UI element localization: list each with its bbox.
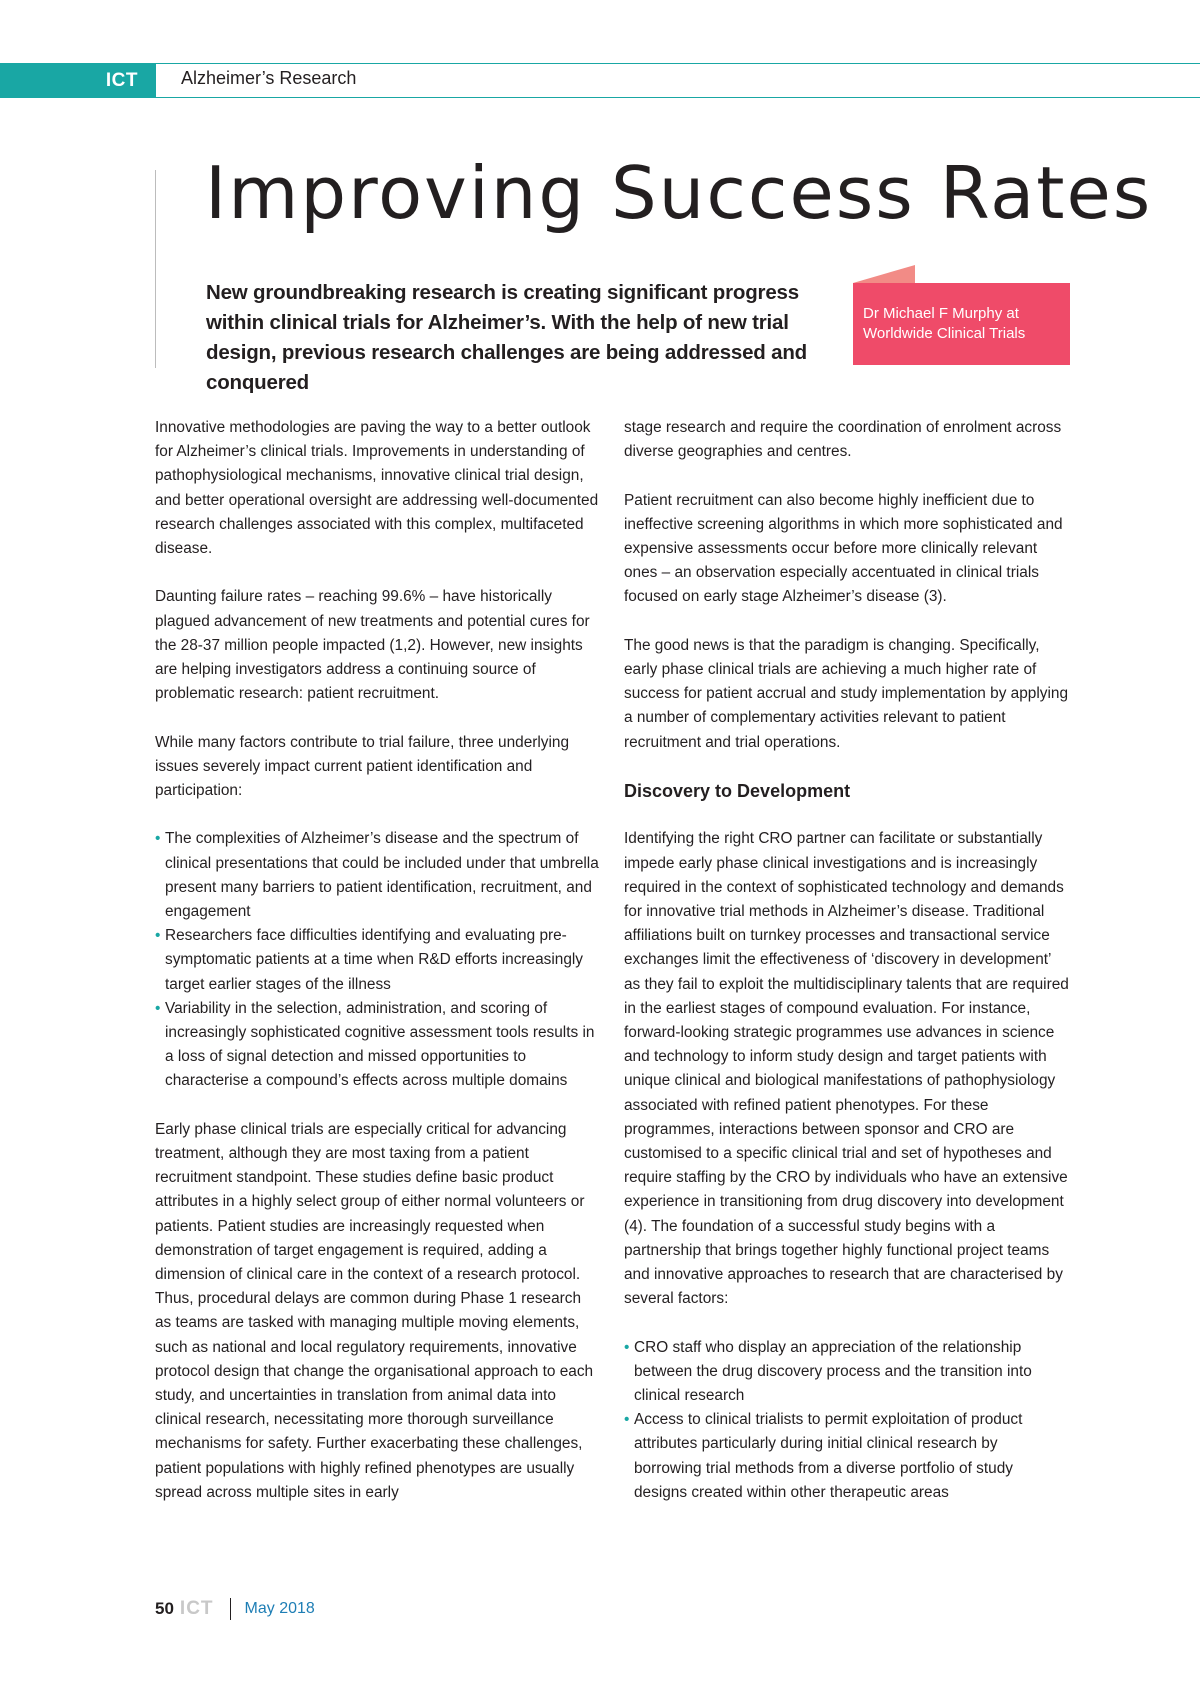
paragraph: Identifying the right CRO partner can facilitate or substantially impede early phase clinical investigations and is increasingly required in the context of sophisticated technology and demands for innovative trial methods in Alzheimer’s disease. Traditional affiliations built on turnkey processes and transactional service exchanges limit the effectiveness of ‘discovery in development’ as they fail to exploit the multidisciplinary talents that are required in the earliest stages of compound evaluation. For instance, forward-looking strategic programmes use advances in science and technology to inform study design and target patients with unique clinical and biological manifestations of pathophysiology associated with refined patient phenotypes. For these programmes, interactions between sponsor and CRO are customised to a specific clinical trial and set of hypotheses and require staffing by the CRO by individuals who have an extensive experience in transitioning from drug discovery into development (4). The foundation of a successful study begins with a partnership that brings together highly functional project teams and innovative approaches to research that are characterised by several factors: <box>624 830 1069 1308</box>
article-standfirst: New groundbreaking research is creating significant progress within clinical trials for Alzheimer’s. With the help of new trial design, previous research challenges are being addressed and conquered <box>206 281 807 394</box>
issue-date: May 2018 <box>244 1600 315 1617</box>
bullet-item: • The complexities of Alzheimer’s disease and the spectrum of clinical presentations that could be included under that umbrella present many barriers to patient identification, recruitment, and engagement <box>155 827 600 924</box>
page-footer <box>155 1598 315 1620</box>
body-column-left <box>155 416 600 1529</box>
bullet-list <box>624 1336 1069 1505</box>
bullet-list <box>155 827 600 1093</box>
magazine-tag: ICT <box>0 63 156 98</box>
footer-separator <box>230 1598 231 1620</box>
page-number: 50 <box>155 1599 174 1618</box>
author-box-fold <box>853 265 915 283</box>
footer-magazine-logo: ICT <box>179 1598 214 1619</box>
paragraph-continued: stage research and require the coordination of enrolment across diverse geographies and centres. <box>624 419 1062 461</box>
paragraph: Patient recruitment can also become highly inefficient due to ineffective screening algorithms in which more sophisticated and expensive assessments occur before more clinically relevant ones – an observation especially accentuated in clinical trials focused on early stage Alzheimer’s disease (3). <box>624 491 1063 606</box>
header-rule-top <box>0 63 1200 64</box>
bullet-item: • Researchers face difficulties identifying and evaluating pre-symptomatic patients at a time when R&D efforts increasingly target earlier stages of the illness <box>155 924 600 997</box>
author-line-1: Dr Michael F Murphy at <box>863 305 1019 322</box>
section-heading: Discovery to Development <box>624 781 851 801</box>
title-divider <box>155 170 156 368</box>
header-rule-bottom <box>0 97 1200 98</box>
section-label: Alzheimer’s Research <box>181 68 357 88</box>
paragraph: The good news is that the paradigm is changing. Specifically, early phase clinical trials are achieving a much higher rate of success for patient accrual and study implementation by applying a number of complementary activities relevant to patient recruitment and trial operations. <box>624 636 1069 751</box>
body-column-right <box>624 416 1069 1529</box>
author-box <box>853 265 1070 365</box>
author-line-2: Worldwide Clinical Trials <box>863 325 1026 342</box>
paragraph: Early phase clinical trials are especially critical for advancing treatment, although they are most taxing from a patient recruitment standpoint. These studies define basic product attributes in a highly select group of either normal volunteers or patients. Patient studies are increasingly requested when demonstration of target engagement is required, adding a dimension of clinical care in the context of a research protocol. Thus, procedural delays are common during Phase 1 research as teams are tasked with managing multiple moving elements, such as national and local regulatory requirements, innovative protocol design that change the organisational approach to each study, and uncertainties in translation from animal data into clinical research, necessitating more thorough surveillance mechanisms for safety. Further exacerbating these challenges, patient populations with highly refined phenotypes are usually spread across multiple sites in early <box>155 1120 594 1501</box>
article-title: Improving Success Rates <box>205 151 1153 235</box>
bullet-item: • Variability in the selection, administration, and scoring of increasingly sophisticated cognitive assessment tools results in a loss of signal detection and missed opportunities to characterise a compound’s effects across multiple domains <box>155 997 600 1094</box>
author-credit <box>853 283 1070 365</box>
paragraph: Daunting failure rates – reaching 99.6% – have historically plagued advancement of new treatments and potential cures for the 28-37 million people impacted (1,2). However, new insights are helping investigators address a continuing source of problematic research: patient recruitment. <box>155 588 590 703</box>
paragraph: While many factors contribute to trial failure, three underlying issues severely impact current patient identification and participation: <box>155 733 570 800</box>
paragraph: Innovative methodologies are paving the way to a better outlook for Alzheimer’s clinical trials. Improvements in understanding of pathophysiological mechanisms, innovative clinical trial design, and better operational oversight are addressing well-documented research challenges associated with this complex, multifaceted disease. <box>155 419 599 558</box>
bullet-item: • CRO staff who display an appreciation of the relationship between the drug discovery process and the transition into clinical research <box>624 1336 1069 1409</box>
bullet-item: • Access to clinical trialists to permit exploitation of product attributes particularly during initial clinical research by borrowing trial methods from a diverse portfolio of study designs created within other therapeutic areas <box>624 1408 1069 1505</box>
